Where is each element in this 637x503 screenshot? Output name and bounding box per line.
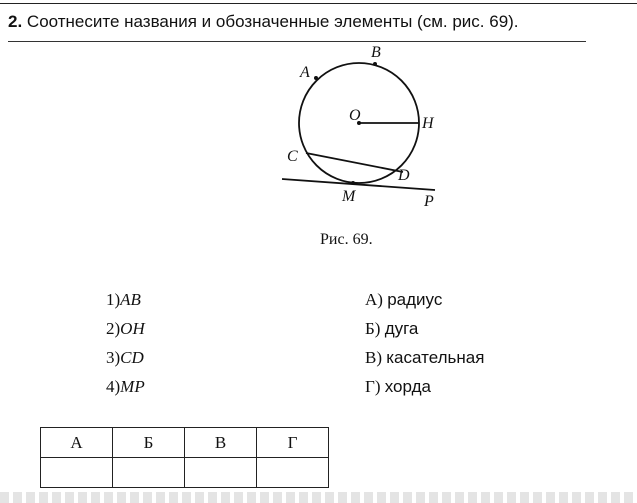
label-m: M <box>342 188 356 205</box>
task-statement <box>8 12 519 32</box>
list-item <box>106 285 145 314</box>
table-header-cell: Г <box>257 428 329 458</box>
option-letter: Б) <box>365 319 381 338</box>
point-a <box>314 76 318 80</box>
item-label: MP <box>120 377 145 396</box>
task-number: 2. <box>8 12 23 31</box>
top-border <box>0 3 637 4</box>
tangent-mp <box>282 179 435 190</box>
label-p: P <box>424 193 434 210</box>
label-b: B <box>371 44 381 61</box>
item-number: 1) <box>106 290 121 309</box>
geometry-figure <box>270 40 470 220</box>
list-item <box>106 343 145 372</box>
list-item <box>106 314 145 343</box>
items-list <box>106 285 145 401</box>
options-list <box>365 285 484 401</box>
cut-off-next-task <box>0 492 637 503</box>
list-item <box>365 285 484 314</box>
table-row <box>41 458 329 488</box>
item-label: OH <box>120 319 145 338</box>
task-text: Соотнесите названия и обозначенные элементы (см. рис. 69). <box>26 12 519 31</box>
table-header-cell: Б <box>113 428 185 458</box>
option-text: радиус <box>387 290 443 309</box>
item-label: AB <box>120 290 141 309</box>
answer-cell[interactable] <box>257 458 329 488</box>
answer-cell[interactable] <box>185 458 257 488</box>
point-m <box>351 181 355 185</box>
item-number: 2) <box>106 319 121 338</box>
point-b <box>373 62 377 66</box>
answer-table <box>40 427 329 488</box>
list-item <box>365 314 484 343</box>
option-text: касательная <box>386 348 485 367</box>
item-number: 4) <box>106 377 121 396</box>
option-letter: А) <box>365 290 383 309</box>
answer-cell[interactable] <box>41 458 113 488</box>
figure-caption: Рис. 69. <box>320 231 373 248</box>
item-number: 3) <box>106 348 121 367</box>
option-text: дуга <box>384 319 419 338</box>
list-item <box>106 372 145 401</box>
list-item <box>365 372 484 401</box>
table-header-cell: В <box>185 428 257 458</box>
label-d: D <box>398 167 410 184</box>
table-header-cell: А <box>41 428 113 458</box>
item-label: CD <box>120 348 144 367</box>
list-item <box>365 343 484 372</box>
table-header-row <box>41 428 329 458</box>
answer-cell[interactable] <box>113 458 185 488</box>
option-letter: Г) <box>365 377 381 396</box>
option-letter: В) <box>365 348 382 367</box>
label-c: C <box>287 148 298 165</box>
label-o: O <box>349 107 361 124</box>
label-a: A <box>300 64 310 81</box>
option-text: хорда <box>384 377 431 396</box>
label-h: H <box>422 115 434 132</box>
